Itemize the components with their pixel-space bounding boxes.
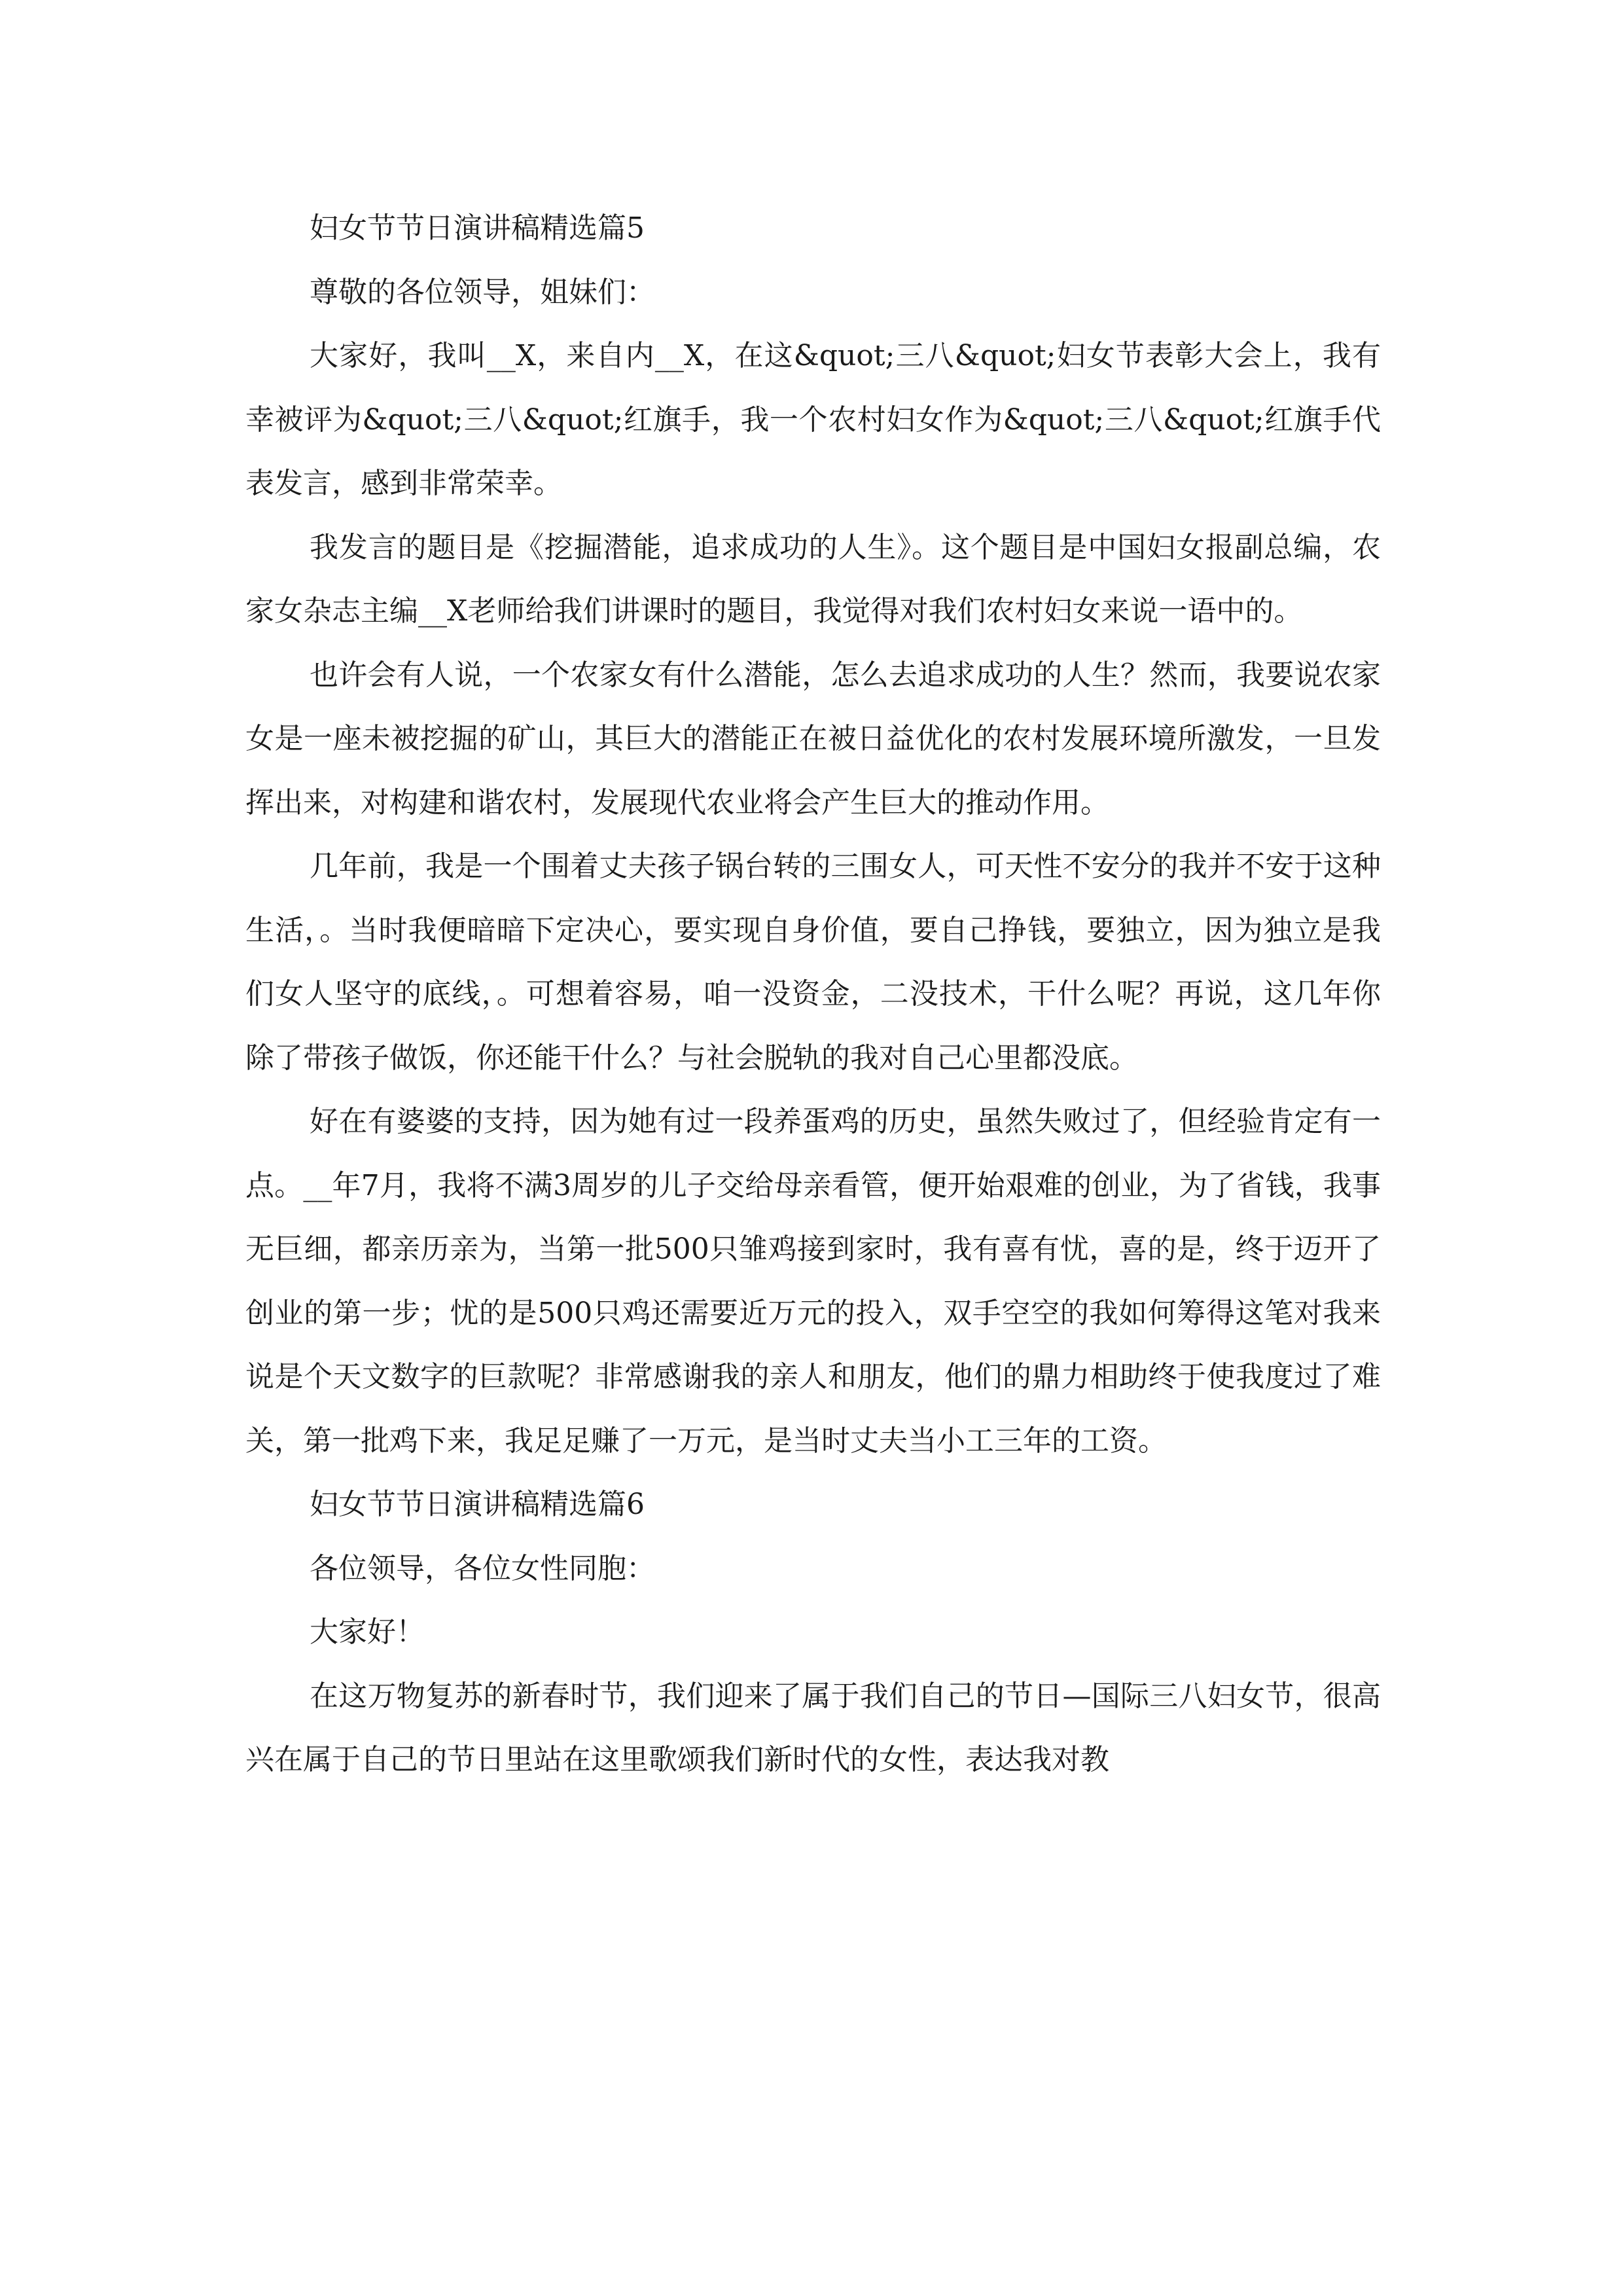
paragraph: 在这万物复苏的新春时节，我们迎来了属于我们自己的节日—国际三八妇女节，很高兴在属于自己的节日里站在这里歌颂我们新时代的女性，表达我对教 bbox=[245, 1679, 1381, 1776]
section-heading: 妇女节节日演讲稿精选篇5 bbox=[310, 211, 645, 245]
greeting: 大家好！ bbox=[310, 1615, 425, 1649]
paragraph: 我发言的题目是《挖掘潜能，追求成功的人生》。这个题目是中国妇女报副总编，农家女杂志主编__X老师给我们讲课时的题目，我觉得对我们农村妇女来说一语中的。 bbox=[245, 530, 1381, 628]
paragraph: 大家好，我叫__X，来自内__X，在这&quot;三八&quot;妇女节表彰大会上，我有幸被评为&quot;三八&quot;红旗手，我一个农村妇女作为&quot;三八&quot;红旗手代表发言，感到非常荣幸。 bbox=[245, 339, 1381, 500]
section-heading: 妇女节节日演讲稿精选篇6 bbox=[310, 1488, 645, 1521]
salutation: 尊敬的各位领导，姐妹们： bbox=[310, 275, 655, 309]
paragraph: 好在有婆婆的支持，因为她有过一段养蛋鸡的历史，虽然失败过了，但经验肯定有一点。__年7月，我将不满3周岁的儿子交给母亲看管，便开始艰难的创业，为了省钱，我事无巨细，都亲历亲为，当第一批500只雏鸡接到家时，我有喜有忧，喜的是，终于迈开了创业的第一步；忧的是500只鸡还需要近万元的投入，双手空空的我如何筹得这笔对我来说是个天文数字的巨款呢？非常感谢我的亲人和朋友，他们的鼎力相助终于使我度过了难关，第一批鸡下来，我足足赚了一万元，是当时丈夫当小工三年的工资。 bbox=[245, 1105, 1381, 1458]
document-body bbox=[245, 196, 1381, 1792]
paragraph: 几年前，我是一个围着丈夫孩子锅台转的三围女人，可天性不安分的我并不安于这种生活，。当时我便暗暗下定决心，要实现自身价值，要自己挣钱，要独立，因为独立是我们女人坚守的底线，。可想着容易，咱一没资金，二没技术，干什么呢？再说，这几年你除了带孩子做饭，你还能干什么？与社会脱轨的我对自己心里都没底。 bbox=[245, 850, 1381, 1075]
paragraph: 也许会有人说，一个农家女有什么潜能，怎么去追求成功的人生？然而，我要说农家女是一座未被挖掘的矿山，其巨大的潜能正在被日益优化的农村发展环境所激发，一旦发挥出来，对构建和谐农村，发展现代农业将会产生巨大的推动作用。 bbox=[245, 658, 1381, 819]
salutation: 各位领导，各位女性同胞： bbox=[310, 1551, 655, 1585]
